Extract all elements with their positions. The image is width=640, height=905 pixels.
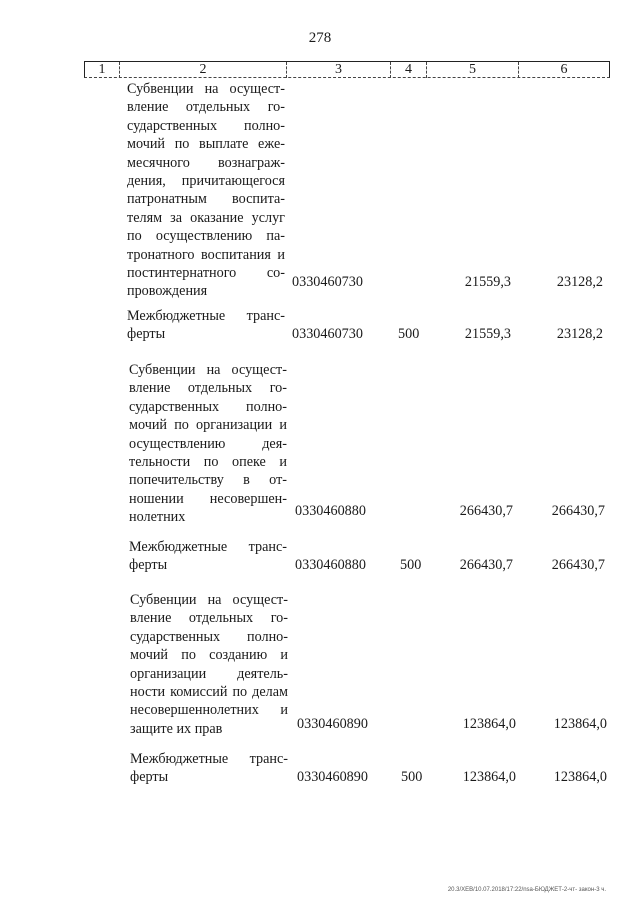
header-col-1: 1 (85, 62, 120, 78)
row-code: 0330460890 (297, 769, 368, 785)
row-description: Межбюджетные трансферты (130, 751, 288, 786)
row-value-1: 21559,3 (464, 326, 511, 342)
row-value-1: 123864,0 (462, 769, 516, 785)
row-code: 0330460880 (295, 503, 366, 519)
row-value-1: 21559,3 (464, 274, 511, 290)
table-header (84, 61, 610, 78)
row-code: 0330460730 (292, 274, 363, 290)
row-value-2: 266430,7 (551, 503, 605, 519)
row-value-2: 23128,2 (556, 274, 603, 290)
row-value-1: 123864,0 (462, 716, 516, 732)
row-description: Межбюджетные трансферты (129, 539, 287, 574)
row-kind: 500 (401, 769, 423, 785)
row-code: 0330460730 (292, 326, 363, 342)
row-description: Субвенции на осуществление отдельных государственных полномочий по организации и осуществлению деятельности по опеке и попечительству в отношении несовершеннолетних (129, 362, 287, 526)
document-footer-stamp: 20.3/ХЕВ/10.07.2018/17:22/nsa-БЮДЖЕТ-2-чт- закон-3 ч. (447, 887, 606, 893)
row-value-2: 266430,7 (551, 557, 605, 573)
row-value-2: 123864,0 (553, 769, 607, 785)
row-kind: 500 (398, 326, 420, 342)
header-col-2: 2 (120, 62, 287, 78)
row-code: 0330460890 (297, 716, 368, 732)
row-description: Субвенции на осуществление отдельных государственных полномочий по созданию и организации деятельности комиссий по делам несовершеннолетних и защите их прав (130, 592, 288, 737)
header-col-6: 6 (560, 62, 568, 77)
row-value-1: 266430,7 (459, 503, 513, 519)
row-description: Межбюджетные трансферты (127, 308, 285, 343)
row-kind: 500 (400, 557, 422, 573)
row-value-2: 23128,2 (556, 326, 603, 342)
row-code: 0330460880 (295, 557, 366, 573)
row-value-2: 123864,0 (553, 716, 607, 732)
header-col-3: 3 (287, 62, 391, 78)
page-number: 278 (308, 30, 332, 46)
header-col-5: 5 (427, 62, 519, 78)
header-col-4: 4 (391, 62, 427, 78)
row-description: Субвенции на осуществление отдельных государственных полномочий по выплате ежемесячного вознаграждения, причитающегося патронатным воспитателям за оказание услуг по осуществлению патронатного воспитания и постинтернатного сопровождения (127, 81, 285, 300)
row-value-1: 266430,7 (459, 557, 513, 573)
